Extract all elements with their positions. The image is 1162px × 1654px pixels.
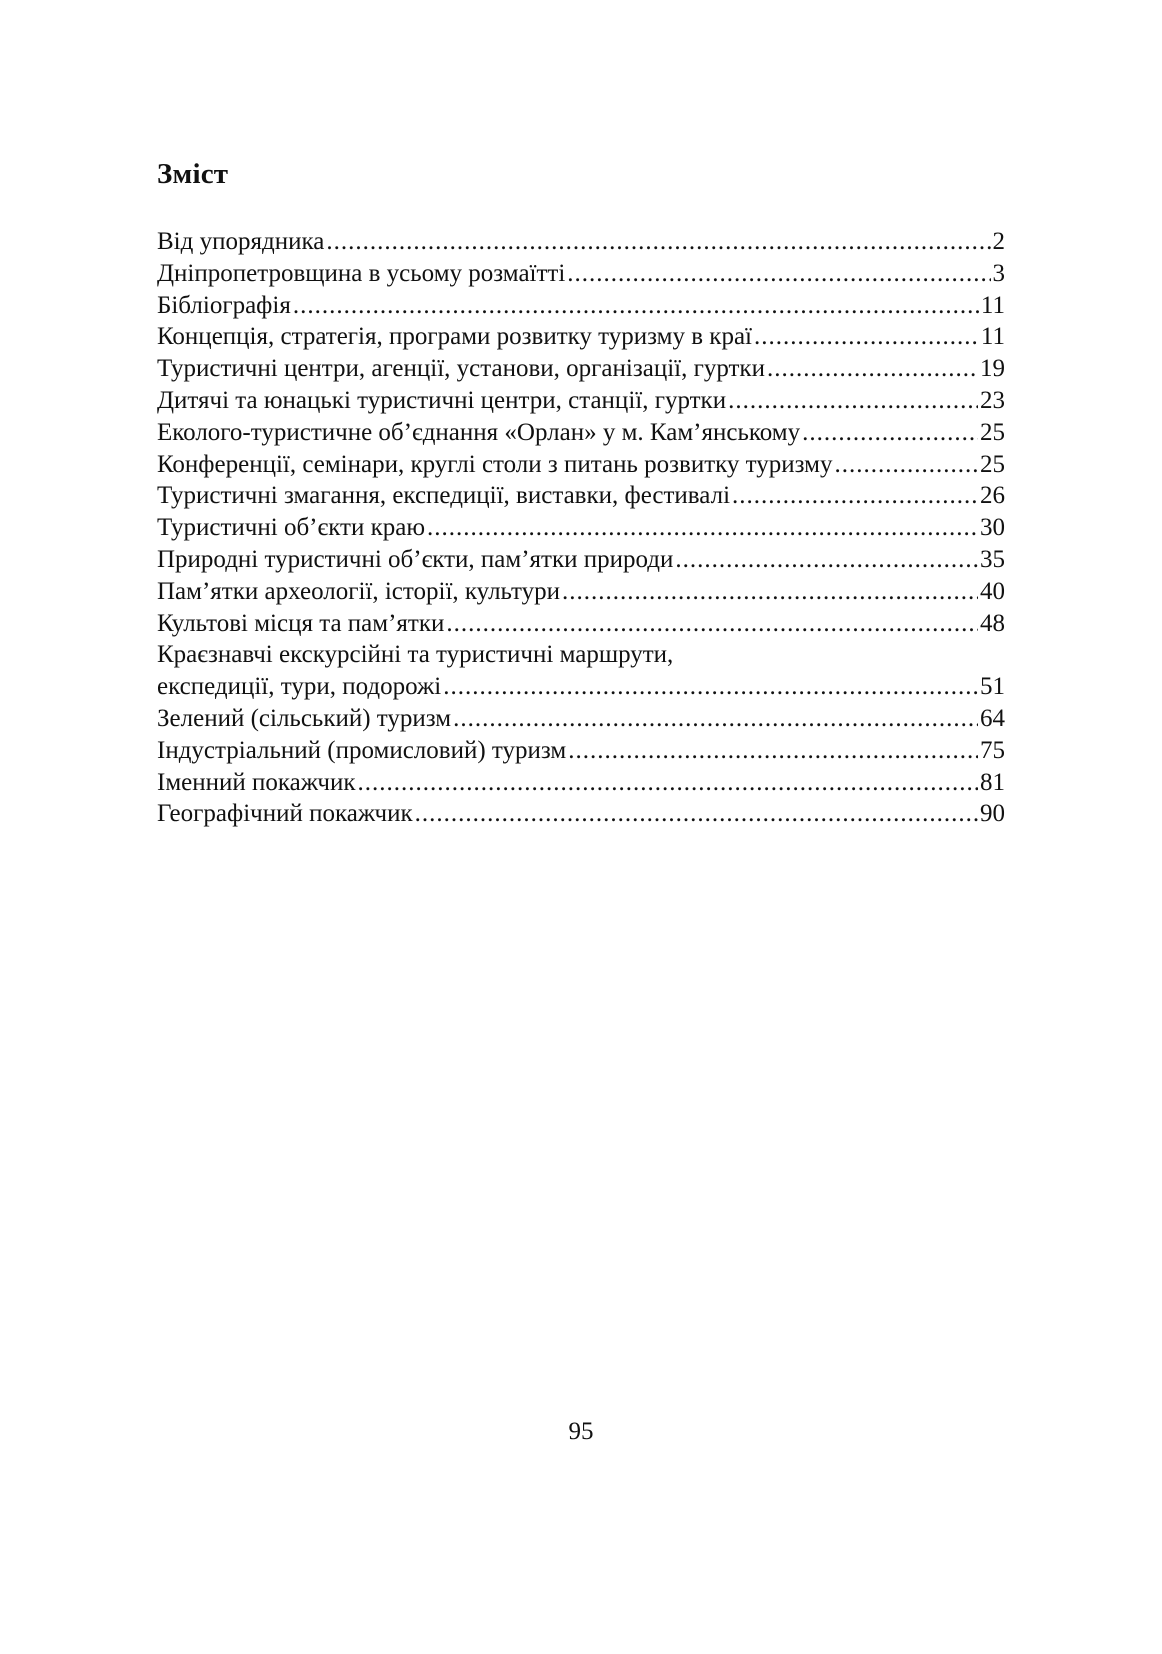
dot-leader — [754, 321, 979, 353]
toc-entry-page: 48 — [980, 609, 1005, 637]
toc-heading: Зміст — [157, 158, 229, 190]
toc-entry-title: Конференції, семінари, круглі столи з питань розвитку туризму — [157, 450, 833, 478]
toc-entry — [157, 608, 1005, 640]
toc-entry-page: 25 — [980, 418, 1005, 446]
toc-line — [157, 321, 1005, 353]
toc-line — [157, 226, 1005, 258]
dot-leader — [732, 480, 978, 512]
toc-entry-title: Туристичні змагання, експедиції, виставки, фестивалі — [157, 482, 731, 510]
toc-entry — [157, 767, 1005, 799]
toc-line — [157, 290, 1005, 322]
toc-entry-title-line1: Краєзнавчі екскурсійні та туристичні маршрути, — [157, 641, 674, 669]
dot-leader — [358, 767, 979, 799]
toc-entry-title: Дитячі та юнацькі туристичні центри, станції, гуртки — [157, 386, 727, 414]
toc-entry — [157, 703, 1005, 735]
toc-entry-page: 19 — [980, 355, 1005, 383]
toc-entry-title: Культові місця та пам’ятки — [157, 609, 445, 637]
dot-leader — [767, 353, 978, 385]
toc-entry — [157, 576, 1005, 608]
dot-leader — [835, 449, 979, 481]
dot-leader — [446, 608, 978, 640]
toc-line — [157, 798, 1005, 830]
toc-entry — [157, 798, 1005, 830]
toc-entry-title: Від упорядника — [157, 228, 325, 255]
toc-entry-page: 51 — [980, 673, 1005, 701]
dot-leader — [427, 512, 978, 544]
toc-entry-page: 26 — [980, 482, 1005, 510]
toc-entry-page: 11 — [980, 291, 1005, 319]
toc-line — [157, 576, 1005, 608]
dot-leader — [443, 671, 978, 703]
toc-line — [157, 353, 1005, 385]
toc-entry-title: Зелений (сільський) туризм — [157, 704, 452, 732]
toc-line — [157, 512, 1005, 544]
toc-entry — [157, 449, 1005, 481]
toc-entry-title: Бібліографія — [157, 291, 291, 319]
toc-entry-title: Концепція, стратегія, програми розвитку туризму в краї — [157, 323, 752, 351]
toc-entry — [157, 321, 1005, 353]
toc-line — [157, 417, 1005, 449]
toc-entry — [157, 385, 1005, 417]
dot-leader — [568, 735, 978, 767]
toc-entry-title: Туристичні об’єкти краю — [157, 514, 426, 542]
toc-line — [157, 703, 1005, 735]
toc-entry — [157, 735, 1005, 767]
dot-leader — [728, 385, 978, 417]
toc-line — [157, 480, 1005, 512]
toc-entry — [157, 290, 1005, 322]
dot-leader — [326, 226, 990, 258]
toc-entry-page: 23 — [980, 386, 1005, 414]
toc-entry-title: експедиції, тури, подорожі — [157, 673, 442, 701]
toc-line — [157, 449, 1005, 481]
toc-entry-page: 3 — [992, 259, 1005, 287]
dot-leader — [675, 544, 978, 576]
toc-entry — [157, 639, 1005, 703]
toc-entry-page: 35 — [980, 545, 1005, 573]
dot-leader — [415, 798, 978, 830]
toc-entry — [157, 544, 1005, 576]
toc-entry — [157, 512, 1005, 544]
dot-leader — [293, 290, 979, 322]
toc-entry-page: 25 — [980, 450, 1005, 478]
dot-leader — [453, 703, 978, 735]
toc-line — [157, 671, 1005, 703]
page-number: 95 — [568, 1418, 594, 1445]
toc-entry-page: 75 — [980, 736, 1005, 764]
toc-entry — [157, 480, 1005, 512]
toc-entry — [157, 353, 1005, 385]
toc-entry-title: Географічний покажчик — [157, 800, 413, 828]
toc-line — [157, 385, 1005, 417]
toc-entry-title: Іменний покажчик — [157, 768, 356, 796]
toc-line — [157, 767, 1005, 799]
toc-entry — [157, 417, 1005, 449]
toc-entry-title: Туристичні центри, агенції, установи, організації, гуртки — [157, 355, 765, 383]
dot-leader — [567, 258, 990, 290]
toc-entry-title: Пам’ятки археології, історії, культури — [157, 577, 560, 605]
toc-entry-page: 81 — [980, 768, 1005, 796]
toc-entry-page: 40 — [980, 577, 1005, 605]
toc-entry-page: 90 — [980, 800, 1005, 828]
dot-leader — [562, 576, 978, 608]
toc-line — [157, 608, 1005, 640]
toc-entry — [157, 258, 1005, 290]
table-of-contents — [157, 226, 1005, 830]
toc-entry-page: 64 — [980, 704, 1005, 732]
toc-entry-title: Природні туристичні об’єкти, пам’ятки природи — [157, 545, 674, 573]
toc-line — [157, 258, 1005, 290]
toc-line — [157, 544, 1005, 576]
toc-entry-title: Еколого-туристичне об’єднання «Орлан» у м. Кам’янському — [157, 418, 801, 446]
toc-entry-page: 2 — [992, 228, 1005, 255]
toc-line — [157, 735, 1005, 767]
toc-entry-page: 11 — [980, 323, 1005, 351]
toc-entry-title: Індустріальний (промисловий) туризм — [157, 736, 567, 764]
dot-leader — [802, 417, 978, 449]
toc-entry-title: Дніпропетровщина в усьому розмаїтті — [157, 259, 566, 287]
toc-entry-page: 30 — [980, 514, 1005, 542]
toc-entry — [157, 226, 1005, 258]
